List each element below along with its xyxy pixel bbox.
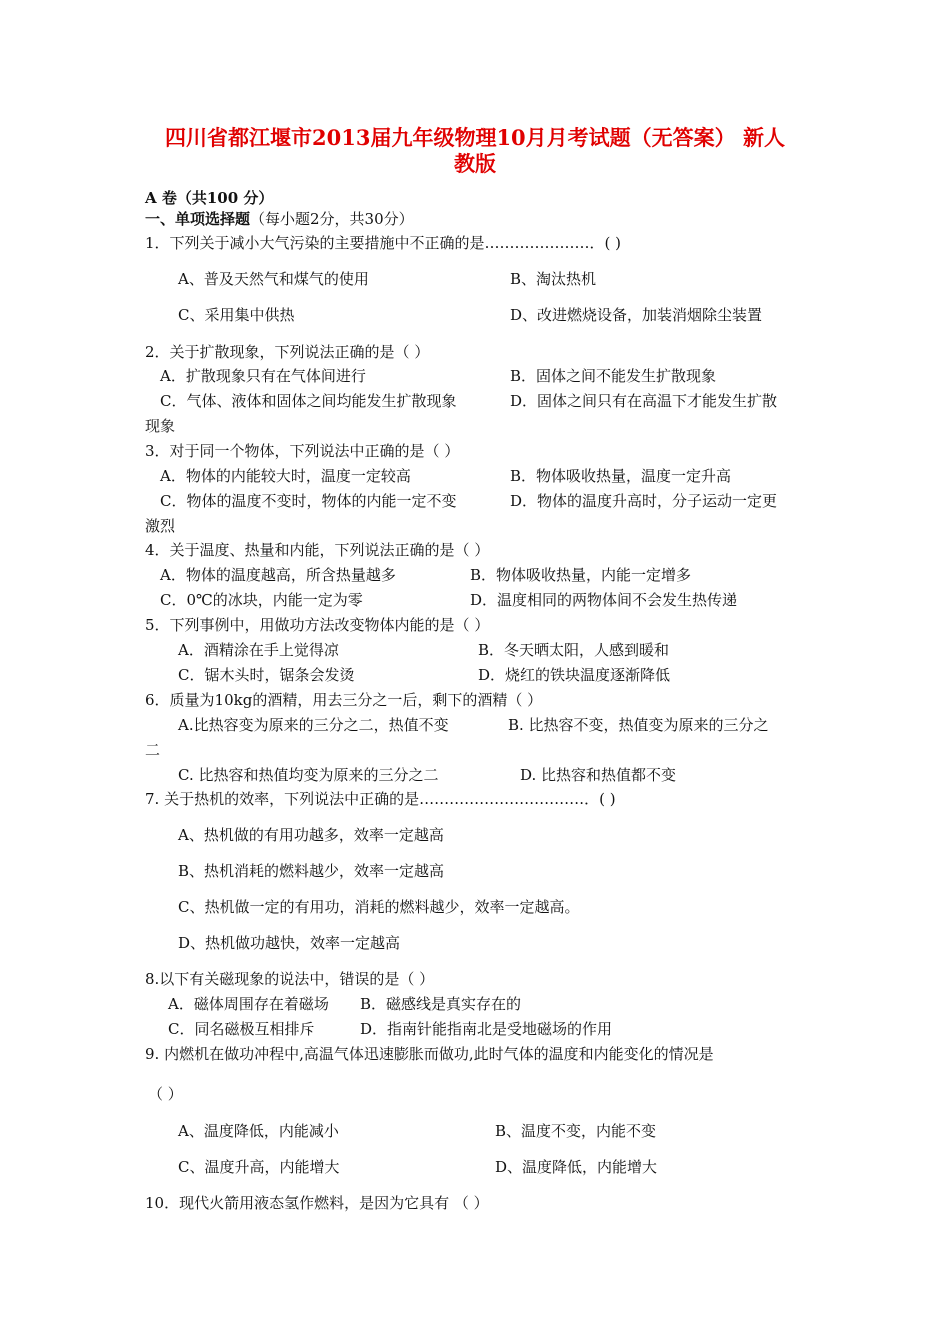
question-option: C．气体、液体和固体之间均能发生扩散现象 (160, 392, 457, 410)
question-option: B．冬天晒太阳，人感到暖和 (478, 641, 670, 659)
question-option: B．磁感线是真实存在的 (360, 995, 522, 1013)
part-note: （每小题2分，共30分） (250, 210, 414, 228)
question-option: B．物体吸收热量，内能一定增多 (470, 566, 692, 584)
question-option: C．锯木头时，锯条会发烫 (178, 666, 355, 684)
question-option: B. 比热容不变，热值变为原来的三分之 (508, 716, 769, 734)
question-option: A．物体的内能较大时，温度一定较高 (160, 467, 411, 485)
question-stem: 7. 关于热机的效率，下列说法中正确的是……………………………．( ) (145, 790, 616, 808)
question-option: C. 比热容和热值均变为原来的三分之二 (178, 766, 439, 784)
question-option: C、温度升高，内能增大 (178, 1158, 340, 1176)
title-line-2: 教版 (454, 151, 496, 176)
question-stem: 9. 内燃机在做功冲程中,高温气体迅速膨胀而做功,此时气体的温度和内能变化的情况是 (145, 1045, 714, 1063)
question-stem: 6．质量为10kg的酒精，用去三分之一后，剩下的酒精（ ） (145, 691, 543, 709)
question-option: A．扩散现象只有在气体间进行 (160, 367, 366, 385)
question-option: C．同名磁极互相排斥 (168, 1020, 315, 1038)
question-option: C．物体的温度不变时，物体的内能一定不变 (160, 492, 457, 510)
question-option: D．烧红的铁块温度逐渐降低 (478, 666, 671, 684)
part-name: 一、单项选择题 (145, 210, 251, 228)
question-option: D．固体之间只有在高温下才能发生扩散 (510, 392, 778, 410)
question-option: A.比热容变为原来的三分之二，热值不变 (178, 716, 449, 734)
paper-section-heading: A 卷（共100 分） (145, 189, 274, 207)
question-option: A．物体的温度越高，所含热量越多 (160, 566, 396, 584)
question-option: A．酒精涂在手上觉得凉 (178, 641, 339, 659)
question-stem: 2．关于扩散现象，下列说法正确的是（ ） (145, 343, 430, 361)
question-option: D．指南针能指南北是受地磁场的作用 (360, 1020, 613, 1038)
question-continuation: 二 (145, 741, 161, 759)
question-option: C、采用集中供热 (178, 306, 295, 324)
question-option: B、温度不变，内能不变 (495, 1122, 657, 1140)
question-continuation: 现象 (145, 417, 176, 435)
part-heading (145, 210, 414, 228)
question-continuation: （ ） (148, 1085, 183, 1103)
question-option: B．物体吸收热量，温度一定升高 (510, 467, 732, 485)
question-option: A、温度降低，内能减小 (178, 1122, 339, 1140)
question-option: B、热机消耗的燃料越少，效率一定越高 (178, 862, 445, 880)
question-option: B．固体之间不能发生扩散现象 (510, 367, 717, 385)
question-option: D. 比热容和热值都不变 (520, 766, 677, 784)
question-option: D、温度降低，内能增大 (495, 1158, 658, 1176)
question-stem: 3．对于同一个物体，下列说法中正确的是（ ） (145, 442, 460, 460)
question-stem: 1．下列关于减小大气污染的主要措施中不正确的是…………………．( ) (145, 234, 622, 252)
question-continuation: 激烈 (145, 517, 176, 535)
question-stem: 10．现代火箭用液态氢作燃料，是因为它具有 （ ） (145, 1194, 489, 1212)
question-option: D、改进燃烧设备，加装消烟除尘装置 (510, 306, 763, 324)
question-option: A、普及天然气和煤气的使用 (178, 270, 369, 288)
question-option: D．温度相同的两物体间不会发生热传递 (470, 591, 738, 609)
question-option: C．0℃的冰块，内能一定为零 (160, 591, 363, 609)
question-option: D、热机做功越快，效率一定越高 (178, 934, 401, 952)
question-option: C、热机做一定的有用功，消耗的燃料越少，效率一定越高。 (178, 898, 580, 916)
question-stem: 4．关于温度、热量和内能，下列说法正确的是（ ） (145, 541, 490, 559)
question-stem: 5．下列事例中，用做功方法改变物体内能的是（ ） (145, 616, 490, 634)
question-stem: 8.以下有关磁现象的说法中，错误的是（ ） (145, 970, 435, 988)
title-line-1: 四川省都江堰市2013届九年级物理10月月考试题（无答案） 新人 (165, 125, 785, 150)
question-option: D．物体的温度升高时，分子运动一定更 (510, 492, 778, 510)
question-option: B、淘汰热机 (510, 270, 597, 288)
question-option: A．磁体周围存在着磁场 (168, 995, 329, 1013)
question-option: A、热机做的有用功越多，效率一定越高 (178, 826, 444, 844)
